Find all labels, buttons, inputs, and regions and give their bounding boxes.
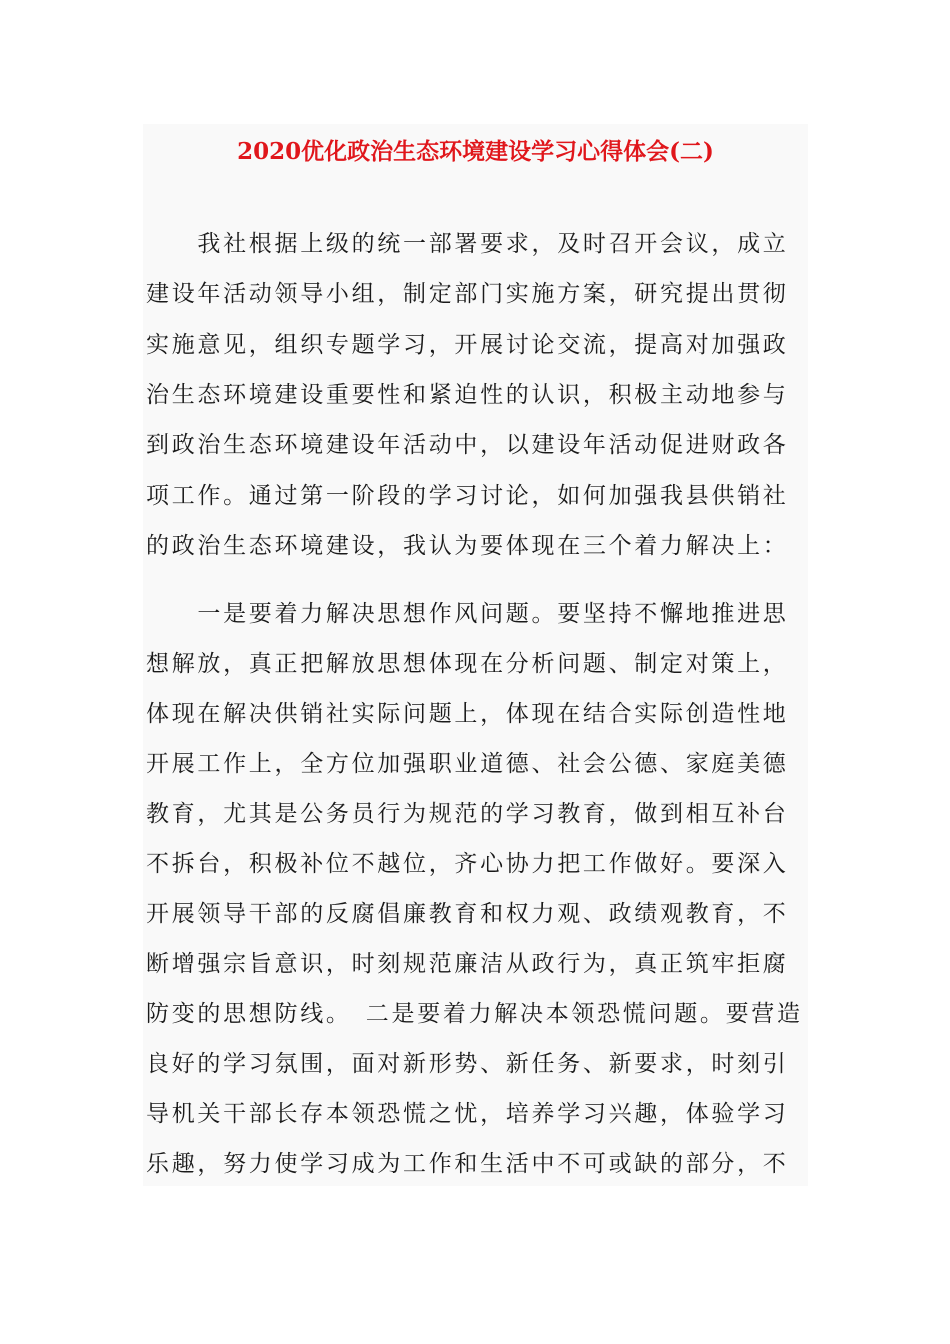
text-line: 开展工作上，全方位加强职业道德、社会公德、家庭美德 (146, 751, 789, 777)
text-line: 治生态环境建设重要性和紧迫性的认识，积极主动地参与 (146, 382, 789, 408)
text-line: 乐趣，努力使学习成为工作和生活中不可或缺的部分，不 (146, 1151, 789, 1177)
text-line: 开展领导干部的反腐倡廉教育和权力观、政绩观教育，不 (146, 901, 789, 927)
text-line: 导机关干部长存本领恐慌之忧，培养学习兴趣，体验学习 (146, 1101, 789, 1127)
text-line: 的政治生态环境建设，我认为要体现在三个着力解决上： (146, 533, 789, 559)
text-line: 体现在解决供销社实际问题上，体现在结合实际创造性地 (146, 701, 789, 727)
text-line: 实施意见，组织专题学习，开展讨论交流，提高对加强政 (146, 332, 789, 358)
text-line: 项工作。通过第一阶段的学习讨论，如何加强我县供销社 (146, 483, 789, 509)
text-line: 良好的学习氛围，面对新形势、新任务、新要求，时刻引 (146, 1051, 789, 1077)
text-line: 建设年活动领导小组，制定部门实施方案，研究提出贯彻 (146, 281, 789, 307)
document-title: 2020优化政治生态环境建设学习心得体会(二) (237, 138, 714, 165)
text-line: 想解放，真正把解放思想体现在分析问题、制定对策上， (146, 651, 789, 677)
text-line: 一是要着力解决思想作风问题。要坚持不懈地推进思 (146, 601, 789, 627)
document-page (143, 124, 808, 1186)
text-line: 断增强宗旨意识，时刻规范廉洁从政行为，真正筑牢拒腐 (146, 951, 789, 977)
text-line: 我社根据上级的统一部署要求，及时召开会议，成立 (146, 231, 789, 257)
text-line: 防变的思想防线。 二是要着力解决本领恐慌问题。要营造 (146, 1001, 803, 1027)
text-line: 不拆台，积极补位不越位，齐心协力把工作做好。要深入 (146, 851, 789, 877)
text-line: 教育，尤其是公务员行为规范的学习教育，做到相互补台 (146, 801, 789, 827)
text-line: 到政治生态环境建设年活动中，以建设年活动促进财政各 (146, 432, 789, 458)
